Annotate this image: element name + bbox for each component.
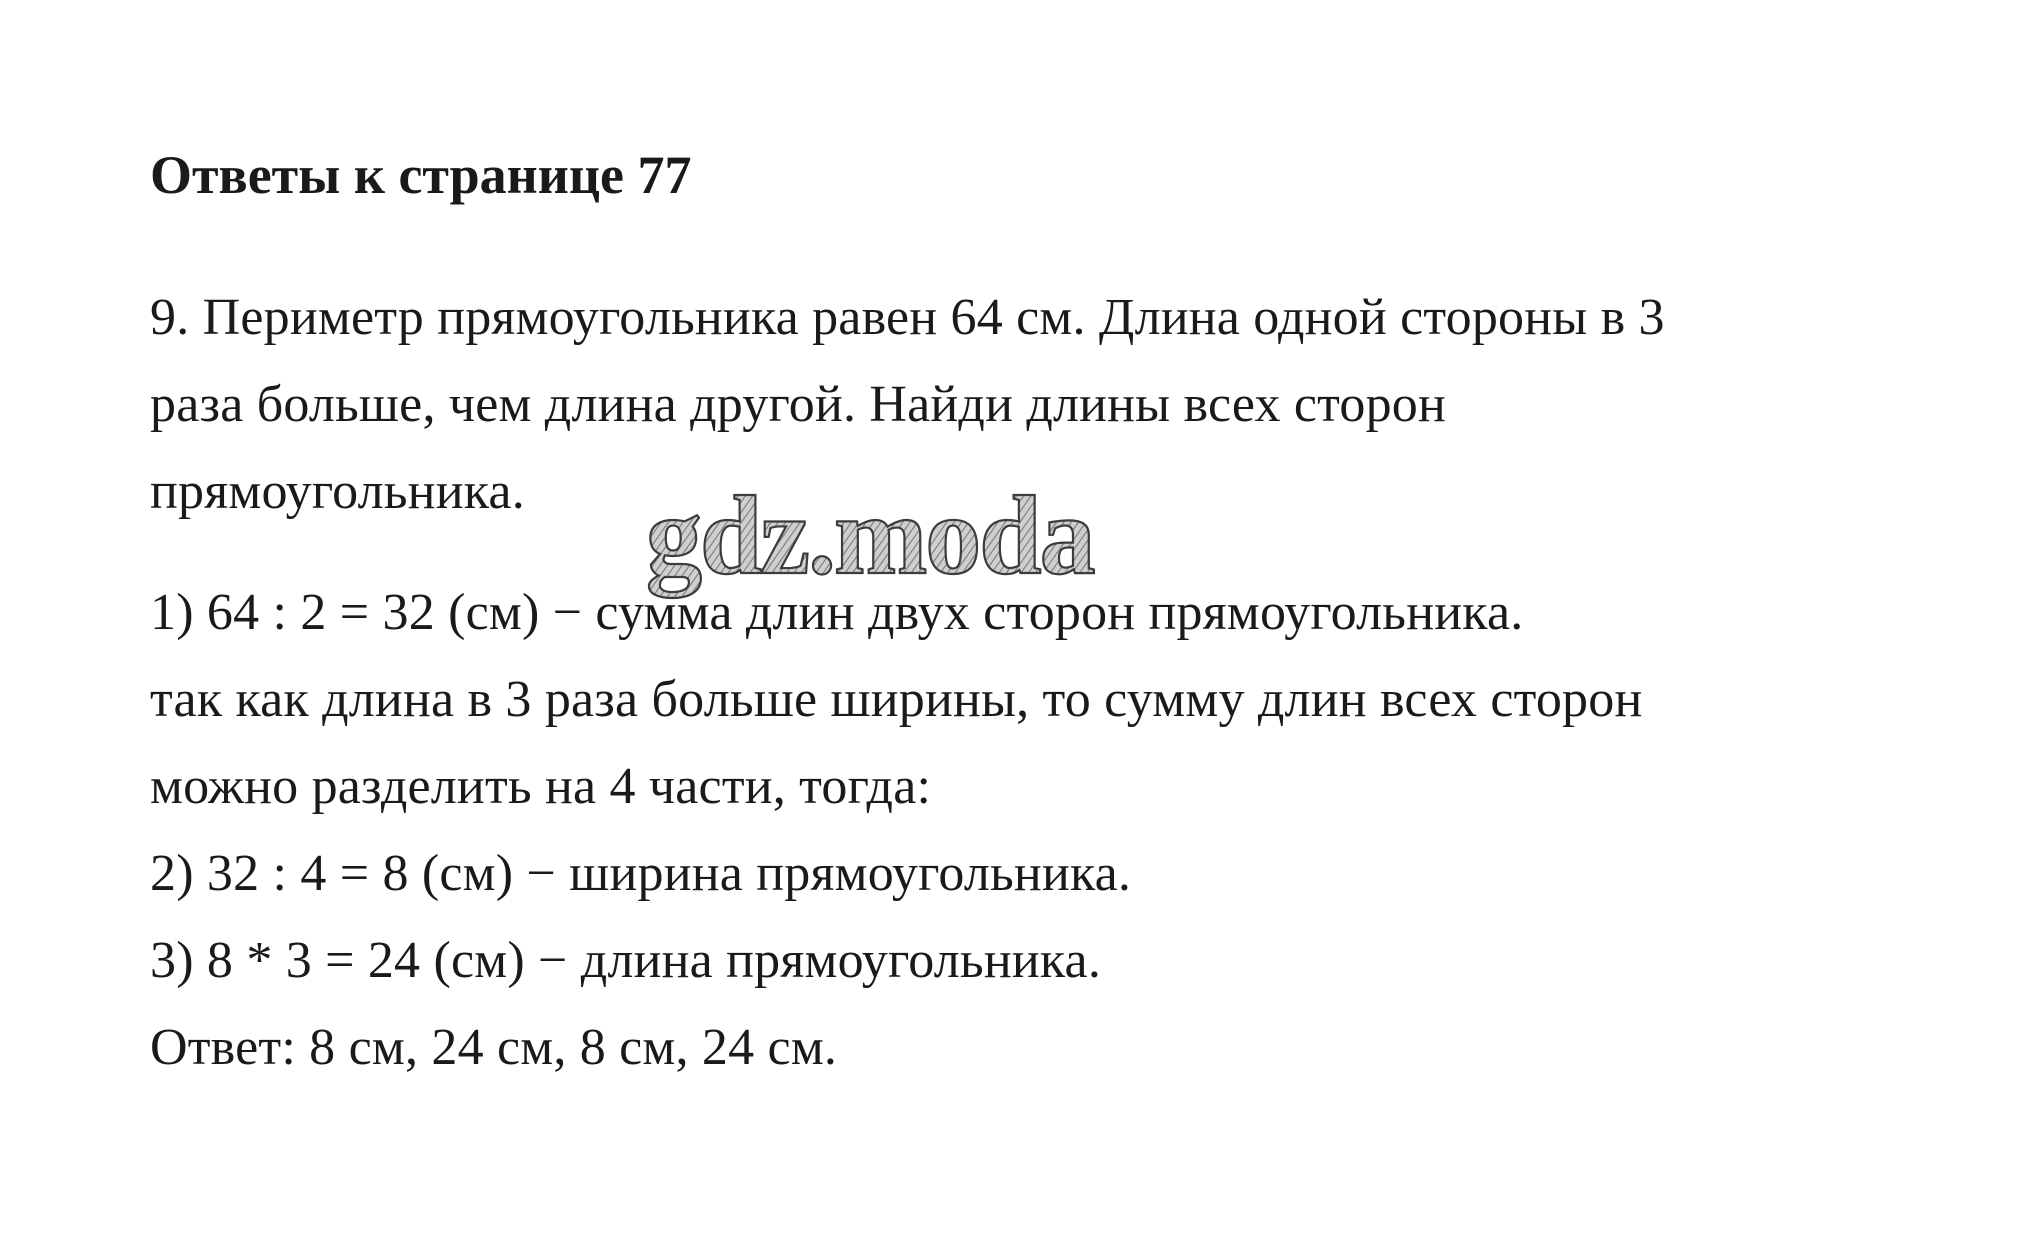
answer-line: Ответ: 8 см, 24 см, 8 см, 24 см. — [150, 1019, 838, 1076]
task-text-line-1: 9. Периметр прямоугольника равен 64 см. Длина одной стороны в 3 — [150, 289, 1665, 346]
task-text-line-3: прямоугольника. — [150, 463, 525, 520]
solution-explanation-line-2: можно разделить на 4 части, тогда: — [150, 758, 932, 815]
solution-step-1: 1) 64 : 2 = 32 (см) − сумма длин двух сторон прямоугольника. — [150, 584, 1524, 641]
task-text-line-2: раза больше, чем длина другой. Найди длины всех сторон — [150, 376, 1447, 433]
page-heading: Ответы к странице 77 — [150, 145, 692, 205]
watermark-logo — [640, 478, 1210, 608]
solution-step-3: 3) 8 * 3 = 24 (см) − длина прямоугольника. — [150, 932, 1102, 989]
solution-explanation-line-1: так как длина в 3 раза больше ширины, то сумму длин всех сторон — [150, 671, 1643, 728]
watermark-text: gdz.moda — [646, 478, 1094, 598]
solution-step-2: 2) 32 : 4 = 8 (см) − ширина прямоугольника. — [150, 845, 1132, 902]
